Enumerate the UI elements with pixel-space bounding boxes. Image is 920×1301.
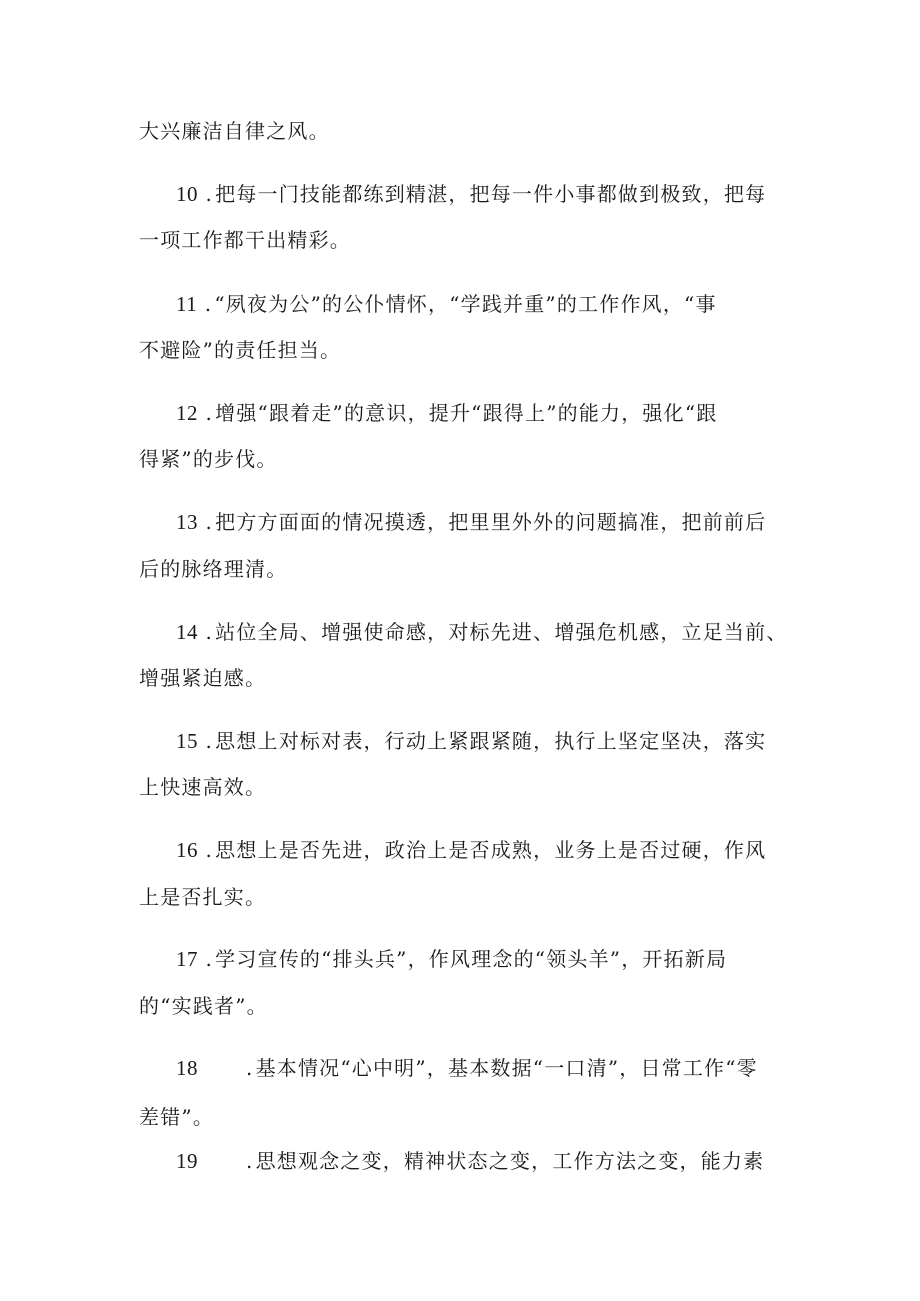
line-text: “夙夜为公”的公仆情怀，“学践并重”的工作作风，“事 [214,292,717,316]
list-item-16: 16 . 思想上是否先进，政治上是否成熟，业务上是否过硬，作风 [176,838,767,862]
item-number: 11 [176,292,198,316]
line-text: 上快速高效。 [139,775,267,799]
line-text: 增强紧迫感。 [139,666,267,690]
line-text: 后的脉络理清。 [139,557,288,581]
text-line [139,665,789,691]
line-text: 思想观念之变，精神状态之变，工作方法之变，能力素 [255,1149,765,1173]
item-number: 13 [176,510,198,534]
line-text: 不避险”的责任担当。 [139,338,342,362]
text-line [139,993,789,1019]
item-number: 14 [176,620,198,644]
line-text: 上是否扎实。 [139,885,267,909]
list-item-12: 12 . 增强“跟着走”的意识，提升“跟得上”的能力，强化“跟 [176,401,718,425]
text-line [139,884,789,910]
item-number: 10 [176,182,198,206]
line-text: 站位全局、增强使命感，对标先进、增强危机感，立足当前、 [215,620,788,644]
line-text: 基本情况“心中明”，基本数据“一口清”，日常工作“零 [255,1056,758,1080]
text-line [139,227,789,253]
text-line [139,337,789,363]
line-text: 的“实践者”。 [139,994,268,1018]
line-text: 思想上是否先进，政治上是否成熟，业务上是否过硬，作风 [215,838,767,862]
line-text: 差错”。 [139,1105,215,1129]
list-item-10: 10 . 把每一门技能都练到精湛，把每一件小事都做到极致，把每 [176,182,767,206]
line-text: 思想上对标对表，行动上紧跟紧随，执行上坚定坚决，落实 [215,729,767,753]
text-line [139,1104,789,1130]
item-number: 15 [176,729,198,753]
line-text: 得紧”的步伐。 [139,447,278,471]
list-item-18: 18 . 基本情况“心中明”，基本数据“一口清”，日常工作“零 [176,1056,758,1080]
line-text: 把方方面面的情况摸透，把里里外外的问题搞准，把前前后 [215,510,767,534]
text-line [139,556,789,582]
item-number: 16 [176,838,198,862]
line-text: 学习宣传的“排头兵”，作风理念的“领头羊”，开拓新局 [215,947,728,971]
line-text: 增强“跟着走”的意识，提升“跟得上”的能力，强化“跟 [215,401,718,425]
item-number: 12 [176,401,198,425]
list-item-15: 15 . 思想上对标对表，行动上紧跟紧随，执行上坚定坚决，落实 [176,729,767,753]
list-item-11: 11 . “夙夜为公”的公仆情怀，“学践并重”的工作作风，“事 [176,292,717,316]
list-item-13: 13 . 把方方面面的情况摸透，把里里外外的问题搞准，把前前后 [176,510,767,534]
list-item-19: 19 . 思想观念之变，精神状态之变，工作方法之变，能力素 [176,1149,765,1173]
list-item-14: 14 . 站位全局、增强使命感，对标先进、增强危机感，立足当前、 [176,620,788,644]
text-line [139,446,789,472]
text-line [139,774,789,800]
item-number: 17 [176,947,198,971]
item-number: 18 [176,1056,198,1080]
item-number: 19 [176,1149,198,1173]
line-text: 大兴廉洁自律之风。 [139,119,330,143]
line-text: 把每一门技能都练到精湛，把每一件小事都做到极致，把每 [215,182,767,206]
text-line [139,118,789,144]
line-text: 一项工作都干出精彩。 [139,228,351,252]
list-item-17: 17 . 学习宣传的“排头兵”，作风理念的“领头羊”，开拓新局 [176,947,728,971]
